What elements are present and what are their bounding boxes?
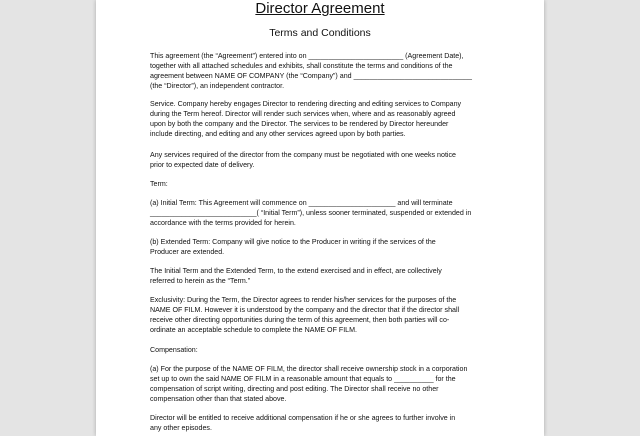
text-line: during the Term hereof. Director will render such services when, where and as reasonably agreed [150,110,456,118]
text-line: include directing, and editing and any other services agreed upon by both parties. [150,130,406,138]
text-line: agreement between NAME OF COMPANY (the “Company”) and ______________________________ [150,72,472,80]
text-line: Any services required of the director from the company must be negotiated with one weeks notice [150,151,456,159]
text-line: Director will be entitled to receive additional compensation if he or she agrees to further involve in [150,414,456,422]
document-page[interactable] [96,0,544,436]
heading-compensation [150,345,492,355]
text-line: compensation of script writing, directing and post editing. The Director shall receive no other [150,385,439,393]
text-line: Exclusivity: During the Term, the Director agrees to render his/her services for the purposes of the [150,296,457,304]
text-line: (b) Extended Term: Company will give notice to the Producer in writing if the services of the [150,238,436,246]
text-line: Compensation: [150,346,198,354]
text-line: receive other directing opportunities during the term of this agreement, then both parties will co- [150,316,450,324]
paragraph-additional-compensation [150,413,492,433]
text-line: This agreement (the “Agreement”) entered into on ________________________ (Agreement Date), [150,52,464,60]
paragraph-service [150,99,492,139]
document-subtitle: Terms and Conditions [269,27,371,39]
text-line: The Initial Term and the Extended Term, to the extend exercised and in effect, are collectively [150,267,442,275]
text-line: Term: [150,180,168,188]
heading-term [150,179,492,189]
text-line: ___________________________( “Initial Term”), unless sooner terminated, suspended or extended in [150,209,472,217]
text-line: prior to expected date of delivery. [150,161,255,169]
paragraph-initial-term [150,198,492,228]
text-line: upon by both the company and the Director. The services to be rendered by Director hereunder [150,120,449,128]
document-title: Director Agreement [255,0,385,17]
text-line: accordance with the terms provided for herein. [150,219,296,227]
text-line: NAME OF FILM. However it is understood by the company and the director that if the director shall [150,306,460,314]
text-line: (a) Initial Term: This Agreement will commence on ______________________ and will terminate [150,199,453,207]
paragraph-term-definition [150,266,492,286]
paragraph-notice [150,150,492,170]
text-line: compensation other than that stated above. [150,395,287,403]
paragraph-compensation [150,364,492,404]
text-line: together with all attached schedules and exhibits, shall constitute the terms and conditions of the [150,62,453,70]
text-line: set up to own the said NAME OF FILM in a reasonable amount that equals to __________ for the [150,375,456,383]
text-line: any other episodes. [150,424,212,432]
paragraph-extended-term [150,237,492,257]
paragraph-agreement [150,51,492,91]
paragraph-exclusivity [150,295,492,335]
text-line: (the “Director”), an independent contractor. [150,82,285,90]
text-line: ordinate an acceptable schedule to complete the NAME OF FILM. [150,326,358,334]
text-line: Producer are extended. [150,248,225,256]
text-line: Service. Company hereby engages Director to rendering directing and editing services to Company [150,100,462,108]
text-line: referred to herein as the “Term.” [150,277,251,285]
text-line: (a) For the purpose of the NAME OF FILM, the director shall receive ownership stock in a corporation [150,365,468,373]
